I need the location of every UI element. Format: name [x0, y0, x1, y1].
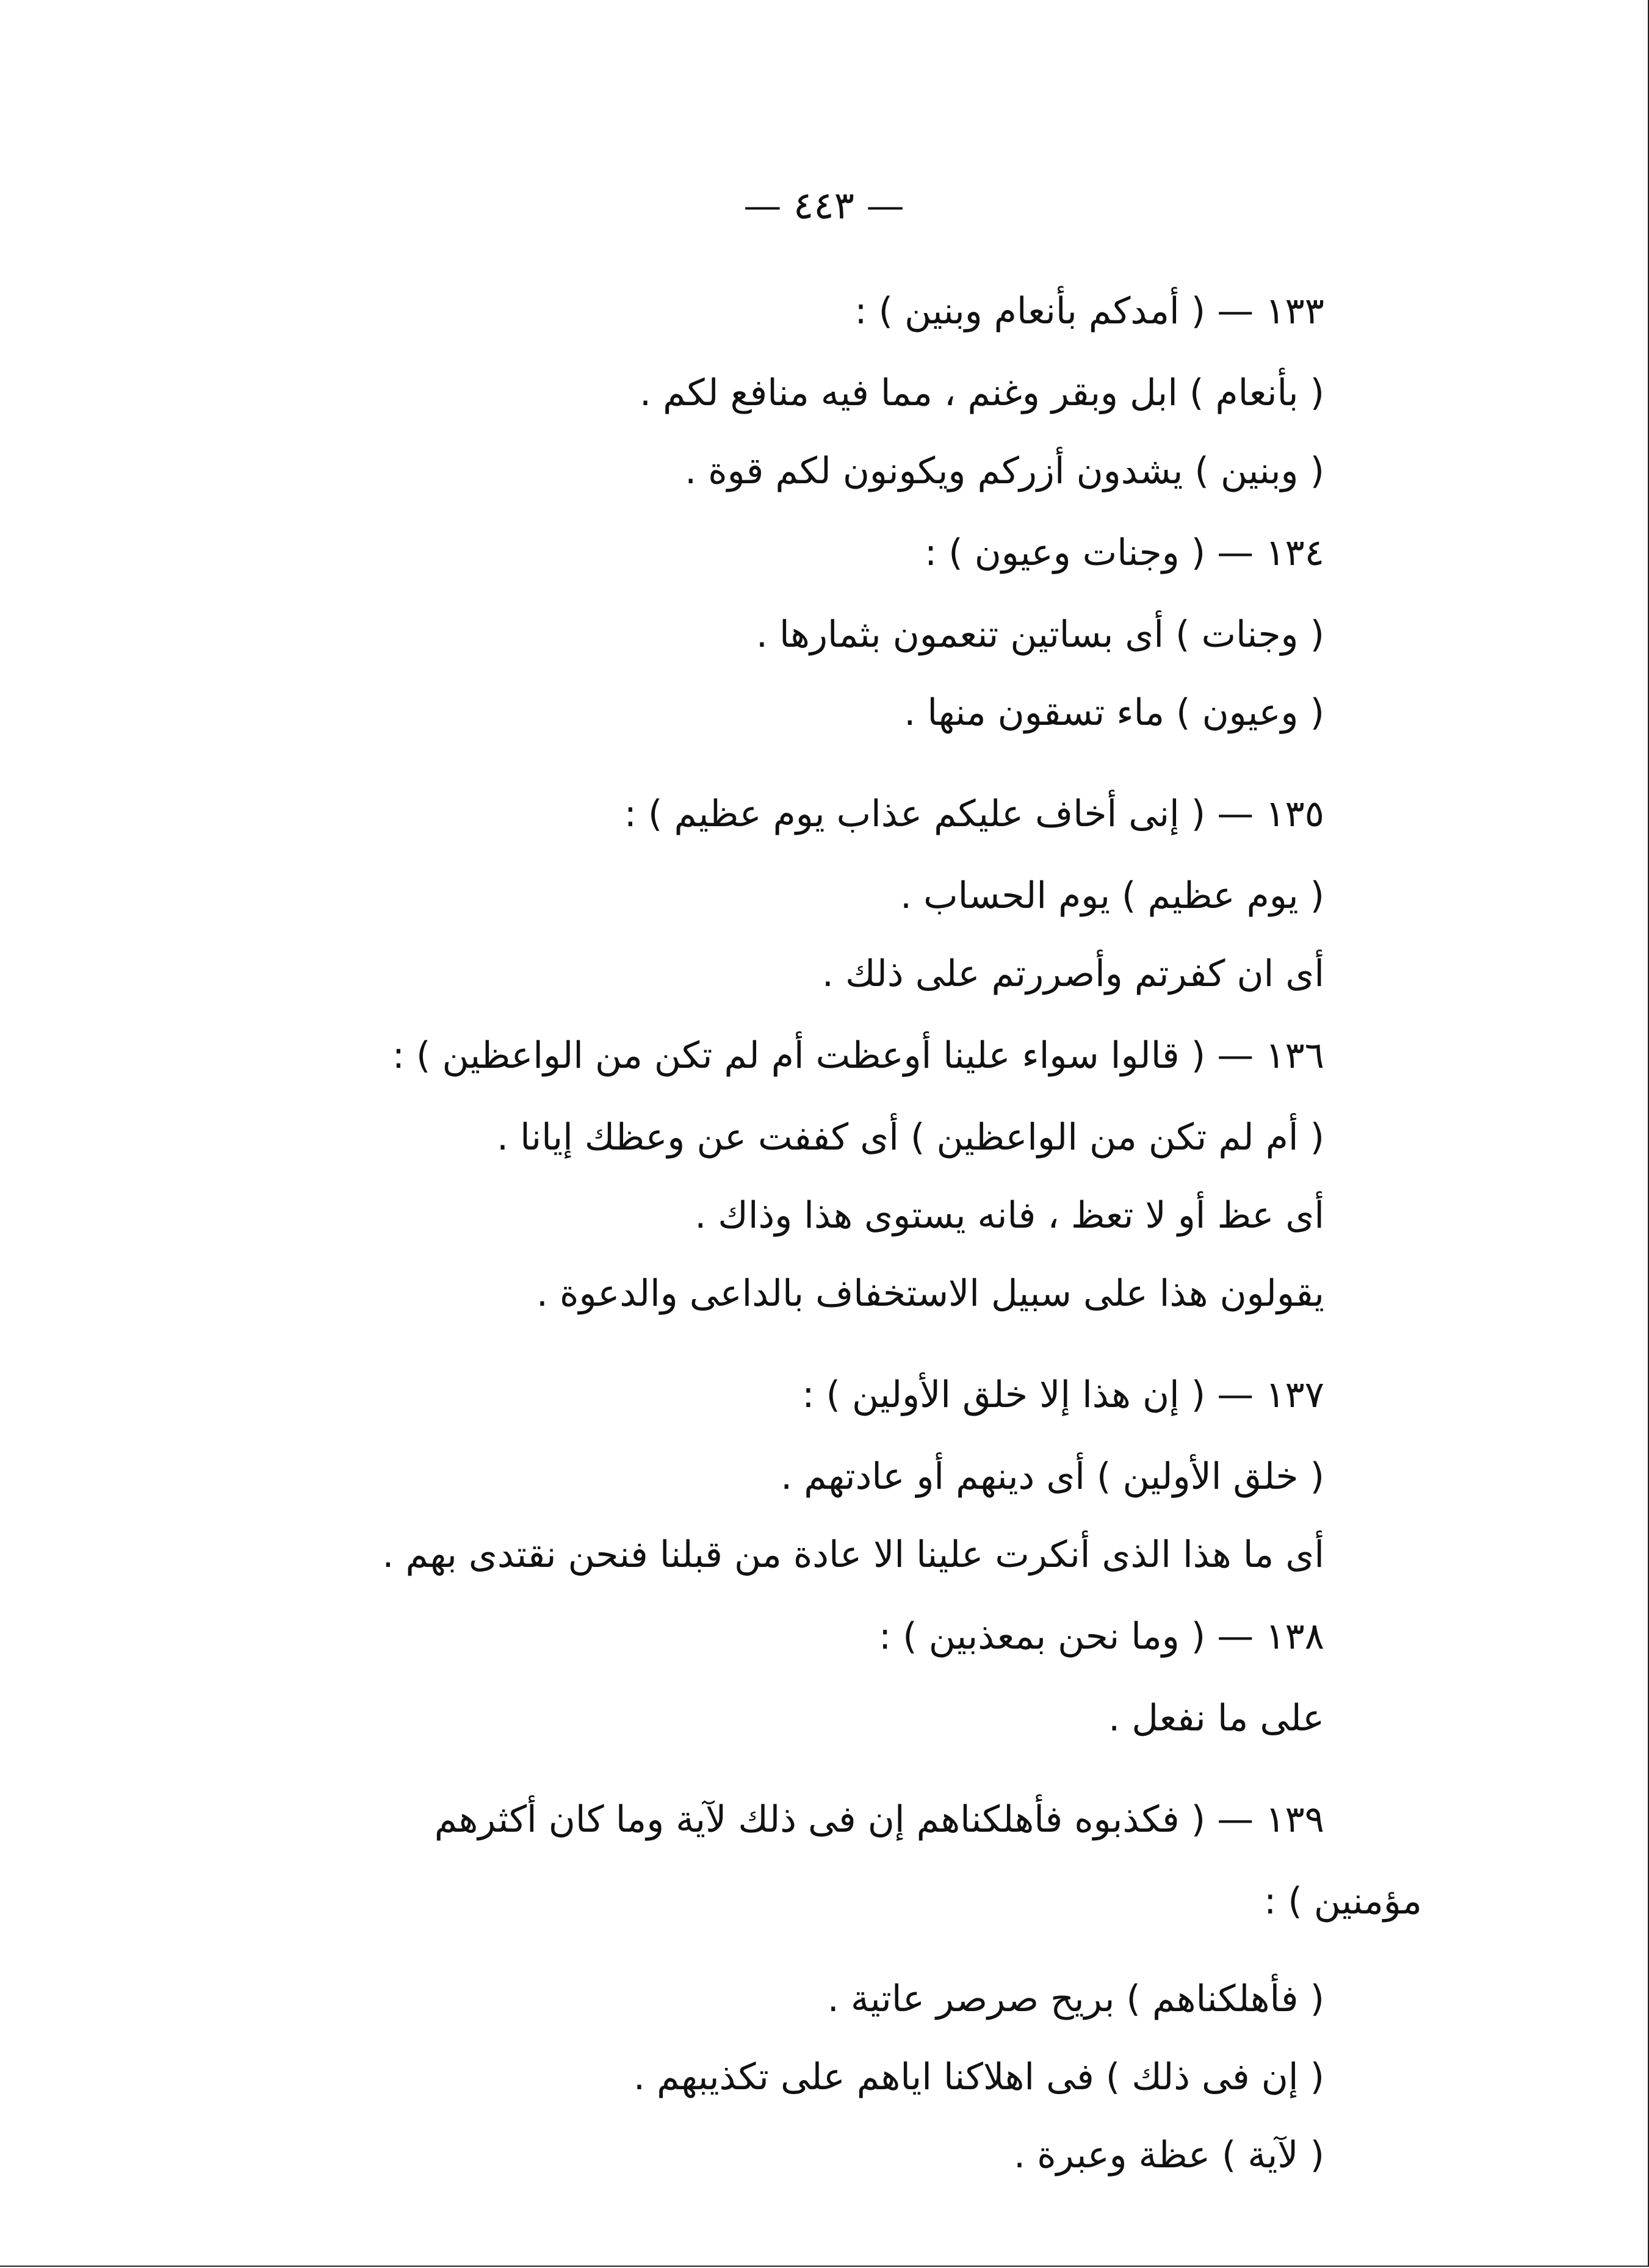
commentary-line: ( خلق الأولين ) أى دينهم أو عادتهم . [781, 1455, 1324, 1498]
commentary-line: على ما نفعل . [1108, 1697, 1324, 1740]
commentary-line: ( فأهلكناهم ) بريح صرصر عاتية . [827, 1978, 1324, 2020]
verse-heading-line: ١٣٣ — ( أمدكم بأنعام وبنين ) : [854, 290, 1324, 333]
commentary-line: يقولون هذا على سبيل الاستخفاف بالداعى والدعوة . [536, 1272, 1324, 1315]
verse-heading-line: ١٣٧ — ( إن هذا إلا خلق الأولين ) : [802, 1373, 1324, 1416]
commentary-line: أى ان كفرتم وأصررتم على ذلك . [821, 952, 1324, 995]
verse-heading-line: ١٣٦ — ( قالوا سواء علينا أوعظت أم لم تكن من الواعظين ) : [392, 1034, 1324, 1077]
commentary-line: ( يوم عظيم ) يوم الحساب . [900, 874, 1324, 917]
page-body [165, 268, 1422, 2194]
commentary-line: ( وجنات ) أى بساتين تنعمون بثمارها . [756, 613, 1324, 656]
commentary-line: ( لآية ) عظة وعبرة . [1014, 2134, 1324, 2176]
verse-heading-line: ١٣٨ — ( وما نحن بمعذبين ) : [878, 1615, 1324, 1658]
commentary-line: ( إن فى ذلك ) فى اهلاكنا اياهم على تكذيبهم . [633, 2056, 1324, 2098]
commentary-line: أى عظ أو لا تعظ ، فانه يستوى هذا وذاك . [695, 1194, 1324, 1237]
verse-heading-line: ١٣٤ — ( وجنات وعيون ) : [924, 531, 1324, 574]
commentary-line: ( بأنعام ) ابل وبقر وغنم ، مما فيه منافع لكم . [640, 372, 1324, 414]
verse-heading-line: ١٣٩ — ( فكذبوه فأهلكناهم إن فى ذلك لآية وما كان أكثرهم [434, 1798, 1324, 1841]
commentary-line: ( أم لم تكن من الواعظين ) أى كففت عن وعظك إيانا . [496, 1116, 1324, 1159]
commentary-line: ( وبنين ) يشدون أزركم ويكونون لكم قوة . [685, 450, 1324, 492]
verse-heading-line: ١٣٥ — ( إنى أخاف عليكم عذاب يوم عظيم ) : [624, 793, 1324, 835]
commentary-line: مؤمنين ) : [1264, 1880, 1422, 1923]
commentary-line: ( وعيون ) ماء تسقون منها . [904, 691, 1324, 734]
commentary-line: أى ما هذا الذى أنكرت علينا الا عادة من قبلنا فنحن نقتدى بهم . [382, 1533, 1324, 1576]
page-number: — ٤٤٣ — [743, 183, 904, 228]
